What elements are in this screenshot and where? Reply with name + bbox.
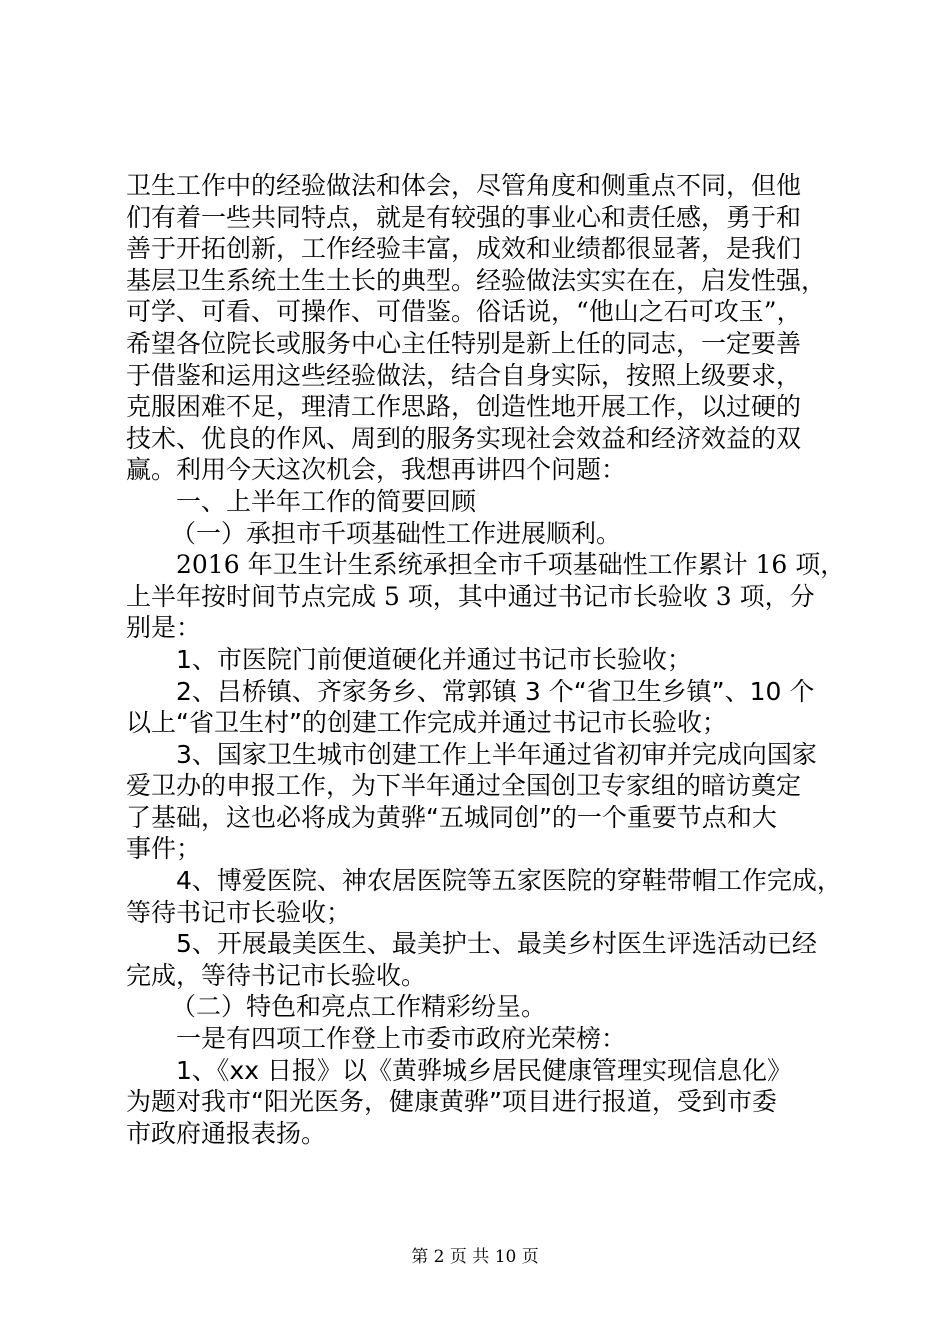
text-line: 于借鉴和运用这些经验做法，结合自身实际，按照上级要求， xyxy=(126,360,802,390)
text-line: 可学、可看、可操作、可借鉴。俗话说，“他山之石可攻玉”， xyxy=(126,297,802,327)
text-line: 以上“省卫生村”的创建工作完成并通过书记市长验收； xyxy=(126,708,727,738)
text-line: 2、吕桥镇、齐家务乡、常郭镇 3 个“省卫生乡镇”、10 个 xyxy=(176,676,815,706)
text-line: 为题对我市“阳光医务，健康黄骅”项目进行报道，受到市委 xyxy=(126,1087,777,1117)
text-line: 赢。利用今天这次机会，我想再讲四个问题： xyxy=(126,455,627,485)
text-line: 希望各位院长或服务中心主任特别是新上任的同志，一定要善 xyxy=(126,328,802,358)
text-line: 技术、优良的作风、周到的服务实现社会效益和经济效益的双 xyxy=(126,423,802,453)
text-line: 市政府通报表扬。 xyxy=(126,1118,327,1148)
text-line: 4、博爱医院、神农居医院等五家医院的穿鞋带帽工作完成， xyxy=(176,866,842,896)
text-line: 等待书记市长验收； xyxy=(126,897,352,927)
text-line: 上半年按时间节点完成 5 项，其中通过书记市长验收 3 项，分 xyxy=(126,581,815,611)
text-line: （二）特色和亮点工作精彩纷呈。 xyxy=(171,992,547,1022)
text-line: 3、国家卫生城市创建工作上半年通过省初审并完成向国家 xyxy=(176,739,817,769)
text-line: 1、《xx 日报》以《黄骅城乡居民健康管理实现信息化》 xyxy=(176,1055,792,1085)
text-line: 基层卫生系统土生土长的典型。经验做法实实在在，启发性强， xyxy=(126,265,827,295)
text-line: 事件； xyxy=(126,834,202,864)
text-line: 1、市医院门前便道硬化并通过书记市长验收； xyxy=(176,644,692,674)
text-line: 卫生工作中的经验做法和体会，尽管角度和侧重点不同，但他 xyxy=(126,171,802,200)
text-line: 克服困难不足，理清工作思路，创造性地开展工作，以过硬的 xyxy=(126,392,802,422)
text-line: 别是： xyxy=(126,613,202,643)
text-line: 爱卫办的申报工作，为下半年通过全国创卫专家组的暗访奠定 xyxy=(126,771,802,801)
text-line: 2016 年卫生计生系统承担全市千项基础性工作累计 16 项， xyxy=(176,550,846,580)
page-footer: 第 2 页 共 10 页 xyxy=(411,1247,539,1267)
text-line: 善于开拓创新，工作经验丰富，成效和业绩都很显著，是我们 xyxy=(126,234,802,264)
text-line: 一、上半年工作的简要回顾 xyxy=(176,486,477,516)
text-line: 5、开展最美医生、最美护士、最美乡村医生评选活动已经 xyxy=(176,929,817,959)
text-line: 们有着一些共同特点，就是有较强的事业心和责任感，勇于和 xyxy=(126,202,802,232)
text-line: （一）承担市千项基础性工作进展顺利。 xyxy=(171,518,622,548)
text-line: 一是有四项工作登上市委市政府光荣榜： xyxy=(176,1024,627,1054)
text-line: 了基础，这也必将成为黄骅“五城同创”的一个重要节点和大 xyxy=(126,802,777,832)
text-line: 完成，等待书记市长验收。 xyxy=(126,960,427,990)
document-body xyxy=(126,170,846,1149)
